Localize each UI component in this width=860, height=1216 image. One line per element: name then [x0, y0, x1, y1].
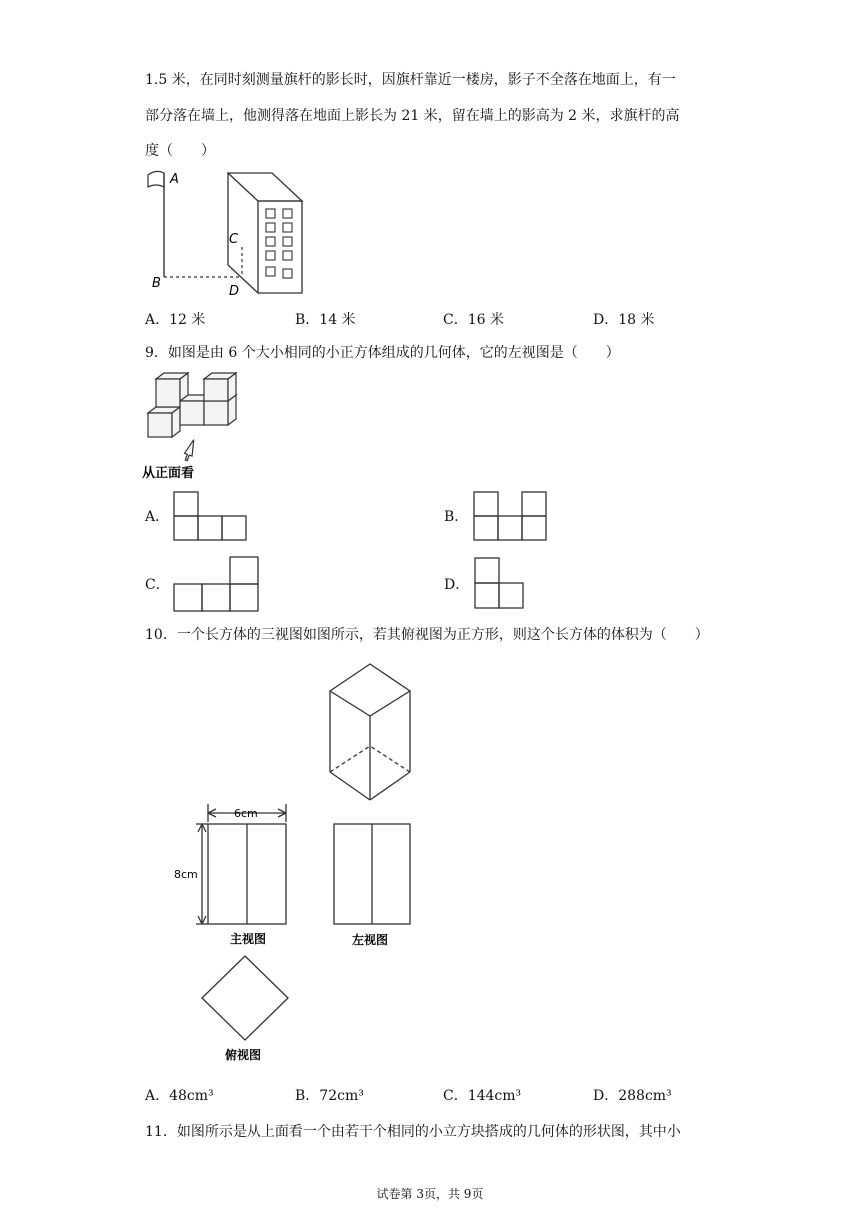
q9-option-c-label: C． [145, 577, 170, 593]
q8-option-c: C．16 米 [443, 312, 504, 328]
q9-fig-caption: 从正面看 [142, 466, 195, 481]
label-B: B [152, 276, 161, 291]
q9-option-d-figure [473, 556, 529, 612]
q8-option-b: B．14 米 [295, 312, 356, 328]
label-C: C [229, 232, 239, 247]
q11-stem: 11．如图所示是从上面看一个由若干个相同的小立方块搭成的几何体的形状图，其中小 [145, 1124, 681, 1140]
view-direction-arrow-icon [182, 438, 197, 461]
q10-left-view-figure [330, 820, 414, 950]
q8-text-line1: 1.5 米，在同时刻测量旗杆的影长时，因旗杆靠近一楼房，影子不全落在地面上，有一 [145, 72, 676, 88]
q8-option-d: D．18 米 [593, 312, 655, 328]
q9-option-c-figure [172, 555, 262, 613]
q9-stem: 9．如图是由 6 个大小相同的小正方体组成的几何体，它的左视图是（ ） [145, 345, 620, 361]
building-shape [228, 173, 302, 293]
q10-label-front: 主视图 [230, 932, 267, 946]
q10-front-view-figure [174, 800, 302, 950]
q10-label-top: 俯视图 [225, 1048, 262, 1062]
flagpole-building-figure [140, 165, 330, 300]
q9-option-d-label: D． [444, 577, 470, 593]
q10-stem: 10．一个长方体的三视图如图所示，若其俯视图为正方形，则这个长方体的体积为（ ） [145, 627, 709, 643]
q10-label-left: 左视图 [352, 933, 389, 947]
label-A: A [170, 172, 179, 187]
q10-option-d: D．288cm³ [593, 1088, 672, 1104]
q9-option-a-label: A． [145, 509, 170, 525]
q10-option-a: A．48cm³ [145, 1088, 214, 1104]
q10-top-view-figure [196, 952, 294, 1064]
q8-text-line2: 部分落在墙上，他测得落在地面上影长为 21 米，留在墙上的影高为 2 米，求旗杆的高 [145, 108, 680, 124]
page-footer: 试卷第 3页，共 9页 [376, 1187, 484, 1201]
label-D: D [229, 284, 240, 299]
q10-dim-width: 6cm [234, 807, 258, 820]
q9-cube-figure [140, 365, 250, 485]
q9-option-b-figure [472, 490, 550, 542]
q8-option-a: A．12 米 [145, 312, 206, 328]
building-windows [266, 209, 292, 278]
flag-shape [148, 171, 164, 187]
q9-option-b-label: B． [444, 509, 469, 525]
q10-option-c: C．144cm³ [443, 1088, 522, 1104]
q9-option-a-figure [172, 490, 250, 542]
q10-option-b: B．72cm³ [295, 1088, 364, 1104]
q10-dim-height: 8cm [174, 868, 198, 881]
q8-text-line3: 度（ ） [145, 143, 215, 159]
q10-cuboid-3d-figure [326, 662, 416, 804]
